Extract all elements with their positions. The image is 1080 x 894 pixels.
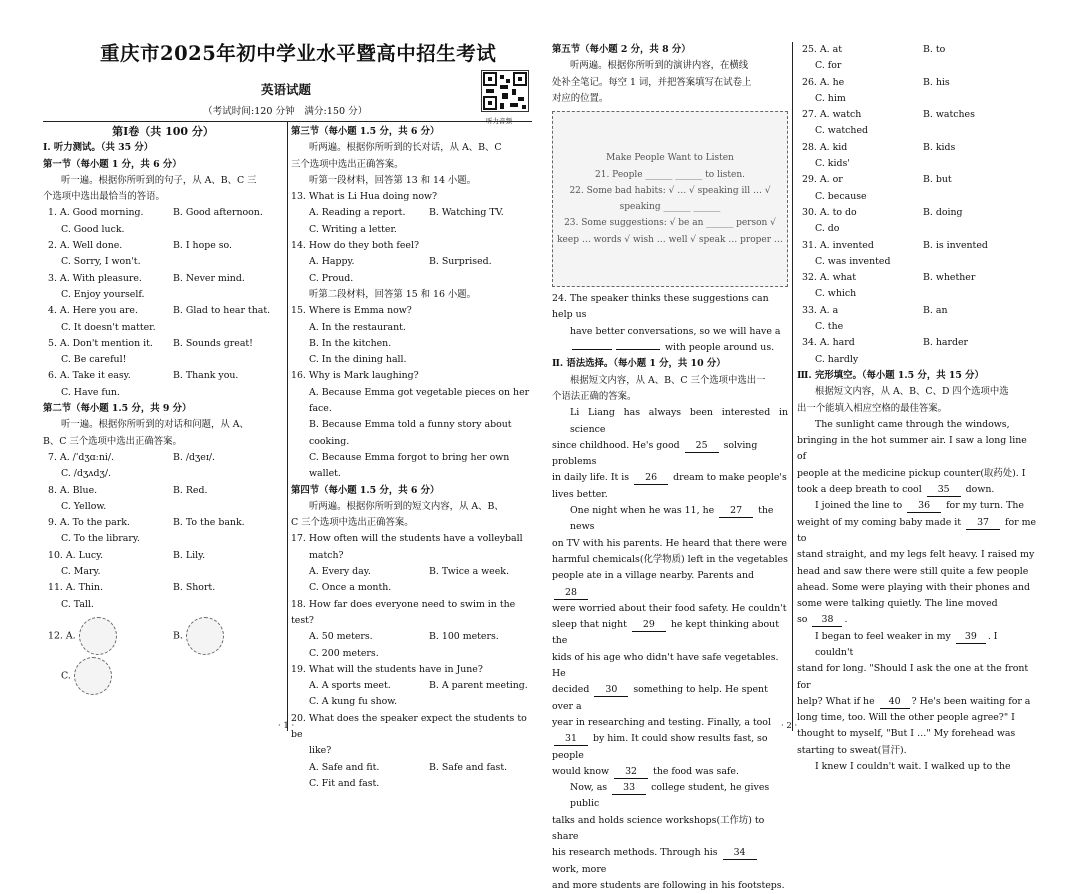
instruction: 听第一段材料，回答第 13 和 14 小题。 <box>309 174 477 186</box>
instruction: 处补全笔记。每空 1 词，并把答案填写在试卷上 <box>552 76 752 88</box>
passage-line: year in researching and testing. Finally, a tool <box>552 716 771 728</box>
column-1 <box>43 124 283 695</box>
option: C. for <box>815 60 842 72</box>
passage-line: on TV with his parents. He heard that there were <box>552 537 787 549</box>
passage-line: ahead. Some were playing with their phones and <box>797 581 1031 593</box>
instruction: 三个选项中选出正确答案。 <box>291 158 404 170</box>
section-title: Ⅱ. 语法选择。（每小题 1 分，共 10 分） <box>552 358 726 370</box>
passage-line: talks and holds science workshops(工作坊) to share <box>552 814 765 842</box>
options: A. A sports meet. B. A parent meeting. <box>309 680 528 692</box>
question: 26. A. he B. his <box>802 76 950 88</box>
option: C. Yellow. <box>61 500 107 512</box>
question: 6. A. Take it easy. B. Thank you. <box>48 370 239 382</box>
notes-diagram-placeholder: Make People Want to Listen 21. People ______ ______ to listen. 22. Some bad habits: √ … √ speaking ill … √ speaking ______ ______ 23. Some suggestions: √ be an ______ person √ keep … words √ wish … well √ speak … proper … <box>552 111 788 287</box>
section-title: 第二节（每小题 1.5 分，共 9 分） <box>43 403 192 415</box>
option: B. In the kitchen. <box>309 337 392 349</box>
exam-title: 重庆市2025年初中学业水平暨高中招生考试 <box>100 42 497 65</box>
option: C. Enjoy yourself. <box>61 288 145 300</box>
passage-line: decided 30 something to help. He spent over a <box>552 684 768 712</box>
question: 20. What does the speaker expect the students to be <box>291 712 527 740</box>
passage-line: stand for long. "Should I ask the one at the front for <box>797 663 1029 691</box>
question: 18. How far does everyone need to swim in the test? <box>291 598 516 626</box>
option: C. It doesn't matter. <box>61 321 156 333</box>
passage-line: The sunlight came through the windows, <box>815 418 1010 430</box>
options: A. 50 meters. B. 100 meters. <box>309 631 499 643</box>
instruction: 根据短文内容，从 A、B、C 三个选项中选出一 <box>570 374 766 386</box>
option: A. Because Emma got vegetable pieces on her face. <box>309 386 530 415</box>
question: 13. What is Li Hua doing now? <box>291 191 438 203</box>
passage-line: long time, too. Will the other people agree?" I <box>797 712 1015 724</box>
option: C. In the dining hall. <box>309 354 407 366</box>
passage-line: would know 32 the food was safe. <box>552 765 739 777</box>
passage-line: head and saw there were still quite a few people <box>797 565 1029 577</box>
option: C. Once a month. <box>309 582 392 594</box>
part-title: 第Ⅰ卷（共 100 分） <box>112 125 214 138</box>
option: C. Have fun. <box>61 386 120 398</box>
passage-line: his research methods. Through his 34 work, more <box>552 845 788 878</box>
option: C. hardly <box>815 353 859 365</box>
option: C. Good luck. <box>61 223 125 235</box>
question: 2. A. Well done. B. I hope so. <box>48 240 233 252</box>
clock-image-placeholder <box>79 617 117 655</box>
question: 33. A. a B. an <box>802 304 948 316</box>
option: C. 200 meters. <box>309 647 379 659</box>
option: C. because <box>815 190 867 202</box>
options: A. Reading a report. B. Watching TV. <box>309 207 504 219</box>
option: A. In the restaurant. <box>309 321 406 333</box>
option: B. Because Emma told a funny story about cooking. <box>309 419 512 447</box>
passage-line: since childhood. He's good 25 solving problems <box>552 439 758 468</box>
column-3 <box>552 42 788 894</box>
option: C. /dʒʌdʒ/. <box>61 468 111 480</box>
option: C. Because Emma forgot to bring her own wallet. <box>309 451 510 480</box>
passage-line: I joined the line to 36 for my turn. The <box>815 500 1024 512</box>
instruction: C 三个选项中选出正确答案。 <box>291 517 414 529</box>
instruction: 听两遍。根据你所听到的短文内容，从 A、B、 <box>309 500 504 512</box>
question: 14. How do they both feel? <box>291 240 419 252</box>
question: 12. A. B. <box>43 617 283 655</box>
question: 28. A. kid B. kids <box>802 141 956 153</box>
instruction: B、C 三个选项中选出正确答案。 <box>43 435 182 447</box>
header-divider <box>43 121 532 122</box>
question: 30. A. to do B. doing <box>802 206 963 218</box>
instruction: 出一个能填入相应空格的最佳答案。 <box>797 402 948 414</box>
column-divider <box>287 122 288 731</box>
instruction: 听两遍。根据你所听到的演讲内容，在横线 <box>570 60 749 72</box>
option: C. Writing a letter. <box>309 223 397 235</box>
passage-line: some were talking quietly. The line moved <box>797 598 998 610</box>
option: C. do <box>815 223 840 235</box>
question: 29. A. or B. but <box>802 174 952 186</box>
question: 17. How often will the students have a volleyball <box>291 533 523 545</box>
passage-line: weight of my coming baby made it 37 for me to <box>797 516 1037 544</box>
exam-subtitle: 英语试题 <box>261 82 312 97</box>
question: 24. The speaker thinks these suggestions can help us <box>552 293 769 321</box>
passage-line: One night when he was 11, he 27 the news <box>570 505 774 533</box>
exam-info: （考试时间:120 分钟 满分:150 分） <box>203 106 368 117</box>
section-title: 第一节（每小题 1 分，共 6 分） <box>43 158 182 170</box>
section-title: 第五节（每小题 2 分，共 8 分） <box>552 44 691 55</box>
question: 34. A. hard B. harder <box>802 337 968 349</box>
question: 4. A. Here you are. B. Glad to hear that. <box>48 305 271 317</box>
instruction: 根据短文内容，从 A、B、C、D 四个选项中选 <box>815 386 1009 398</box>
passage-line: help? What if he 40 ? He's been waiting for a <box>797 695 1031 707</box>
instruction: 个语法正确的答案。 <box>552 390 637 402</box>
option: C. Tall. <box>61 598 94 610</box>
question: match? <box>309 549 344 561</box>
option: C. Mary. <box>61 566 101 578</box>
passage-line: lives better. <box>552 488 608 500</box>
column-divider <box>792 42 793 731</box>
question: like? <box>309 745 332 757</box>
instruction: 个选项中选出最恰当的答语。 <box>43 191 165 203</box>
passage-line: so 38 . <box>797 614 848 626</box>
qr-caption: 听力音频 <box>486 117 512 125</box>
section-title: Ⅲ. 完形填空。（每小题 1.5 分，共 15 分） <box>797 369 984 381</box>
option: C. which <box>815 288 857 300</box>
option: C. To the library. <box>61 533 140 545</box>
passage-line: harmful chemicals(化学物质) left in the vegetables <box>552 553 788 565</box>
passage-line: thought to myself, "But I …" My forehead was <box>797 728 1016 740</box>
passage-line: people at the medicine pickup counter(取药处). I <box>797 467 1026 479</box>
option: C. Fit and fast. <box>309 777 380 789</box>
instruction: 听一遍。根据你所听到的对话和问题，从 A、 <box>61 419 249 431</box>
option: C. watched <box>815 125 869 137</box>
question: 19. What will the students have in June? <box>291 663 483 675</box>
instruction: 对应的位置。 <box>552 92 609 104</box>
passage-line: 31 by him. It could show results fast, so people <box>552 733 768 761</box>
instruction: 听第二段材料，回答第 15 和 16 小题。 <box>309 288 477 300</box>
question: 16. Why is Mark laughing? <box>291 370 419 382</box>
page-number: · 2 · <box>781 721 798 731</box>
question: have better conversations, so we will have a <box>570 325 781 337</box>
passage-line: kids of his age who didn't have safe vegetables. He <box>552 651 779 680</box>
section-title: 第四节（每小题 1.5 分，共 6 分） <box>291 484 440 496</box>
option: C. was invented <box>815 255 891 267</box>
instruction: 听一遍。根据你所听到的句子，从 A、B、C 三 <box>61 174 257 186</box>
question: 8. A. Blue. B. Red. <box>48 484 208 496</box>
option: C. the <box>815 321 844 333</box>
question: 15. Where is Emma now? <box>291 305 412 317</box>
passage-line: Now, as 33 college student, he gives public <box>570 782 770 810</box>
passage-line: in daily life. It is 26 dream to make people's <box>552 472 787 484</box>
question: 1. A. Good morning. B. Good afternoon. <box>48 207 263 219</box>
option: C. <box>43 657 283 695</box>
question: 32. A. what B. whether <box>802 272 976 284</box>
clock-image-placeholder <box>74 657 112 695</box>
option: C. him <box>815 92 846 104</box>
page-number: · 1 · <box>278 721 295 731</box>
passage-line: I knew I couldn't wait. I walked up to the <box>815 761 1011 773</box>
passage-line: starting to sweat(冒汗). <box>797 744 907 756</box>
section-title: Ⅰ. 听力测试。（共 35 分） <box>43 142 154 154</box>
instruction: 听两遍。根据你所听到的长对话，从 A、B、C <box>309 142 502 154</box>
passage-line: Li Liang has always been interested in science <box>570 407 788 435</box>
question: 9. A. To the park. B. To the bank. <box>48 517 245 529</box>
option: C. Be careful! <box>61 354 127 366</box>
passage-line: sleep that night 29 he kept thinking about the <box>552 619 779 647</box>
question: 25. A. at B. to <box>802 44 946 55</box>
passage-line: stand straight, and my legs felt heavy. I raised my <box>797 549 1035 561</box>
column-2 <box>291 124 534 792</box>
options: A. Safe and fit. B. Safe and fast. <box>309 761 508 773</box>
question: 11. A. Thin. B. Short. <box>48 582 216 594</box>
option: C. kids' <box>815 158 850 170</box>
options: A. Every day. B. Twice a week. <box>309 566 509 578</box>
qr-code[interactable] <box>481 70 529 112</box>
option: C. Proud. <box>309 272 354 284</box>
passage-line: bringing in the hot summer air. I saw a long line of <box>797 435 1027 463</box>
column-4 <box>797 42 1037 775</box>
question: 27. A. watch B. watches <box>802 109 975 121</box>
option: C. Sorry, I won't. <box>61 256 141 268</box>
question: 3. A. With pleasure. B. Never mind. <box>48 272 245 284</box>
question: 5. A. Don't mention it. B. Sounds great! <box>48 337 253 349</box>
section-title: 第三节（每小题 1.5 分，共 6 分） <box>291 126 440 137</box>
question: 10. A. Lucy. B. Lily. <box>48 549 206 561</box>
clock-image-placeholder <box>186 617 224 655</box>
passage-line: people ate in a village nearby. Parents and 28 <box>552 570 754 598</box>
passage-line: and more students are following in his footsteps. <box>552 879 785 891</box>
question: 7. A. /ˈdʒɑːni/. B. /dʒeɪ/. <box>48 451 215 463</box>
option: C. A kung fu show. <box>309 696 398 708</box>
passage-line: took a deep breath to cool 35 down. <box>797 484 995 496</box>
options: A. Happy. B. Surprised. <box>309 256 492 268</box>
passage-line: I began to feel weaker in my 39 . I couldn't <box>815 630 998 658</box>
question: 31. A. invented B. is invented <box>802 239 988 251</box>
passage-line: were worried about their food safety. He couldn't <box>552 602 787 614</box>
question: with people around us. <box>552 340 788 356</box>
